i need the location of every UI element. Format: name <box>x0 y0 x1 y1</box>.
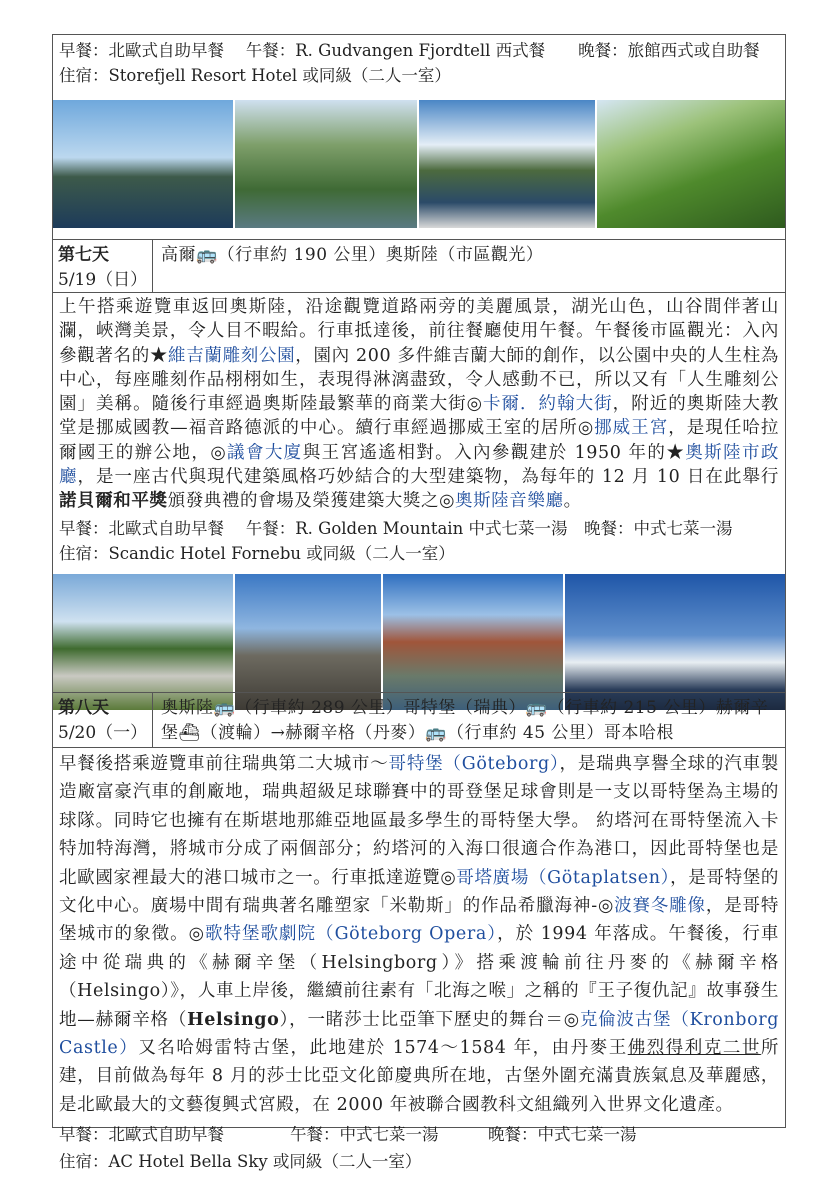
highlight-attraction: 挪威王宮 <box>594 418 669 439</box>
body-text: ），一睹莎士比亞筆下歷史的舞台＝◎ <box>279 1009 580 1030</box>
day8-description <box>53 748 785 1121</box>
photo-ferry-deck <box>419 100 595 228</box>
day6-meals: 早餐：北歐式自助早餐 午餐：R. Gudvangen Fjordtell 西式餐 晚餐：旅館西式或自助餐 <box>59 41 760 60</box>
day7-title: 第七天 <box>58 245 109 265</box>
day8-meals: 早餐：北歐式自助早餐 午餐：中式七菜一湯 晚餐：中式七菜一湯 <box>59 1125 637 1145</box>
day6-photo-strip <box>53 100 785 228</box>
photo-oslo-city-hall <box>383 574 563 710</box>
highlight-attraction: 奧斯陸市政廳 <box>59 442 780 488</box>
highlight-attraction: 卡爾．約翰大街 <box>482 394 613 415</box>
body-text: ，是瑞典享譽全球的汽車製造廠富豪汽車的創廠地，瑞典超級足球聯賽中的哥登堡足球會則是一支以哥特堡為主場的球隊。同時它也擁有在斯堪地那維亞地區最多學生的哥特堡大學。 約塔河在哥特堡流入卡特加特海灣，將城市分成了兩個部分；約塔河的入海口很適合作為港口，因此哥特堡也是北歐國家裡最大的港口城市之一。行車抵達遊覽◎ <box>59 754 779 888</box>
day7-route: 高爾🚌（行車約 190 公里）奧斯陸（市區觀光） <box>161 245 544 265</box>
day6-hotel: 住宿：Storefjell Resort Hotel 或同級（二人一室） <box>59 66 451 85</box>
photo-vigeland-park <box>53 574 233 710</box>
day7-section <box>52 239 786 693</box>
body-text: ，是哥特堡城市的象徵。◎ <box>59 896 780 945</box>
highlight-attraction: 克倫波古堡（Kronborg Castle） <box>59 1009 779 1059</box>
day8-date: 5/20（一） <box>58 723 148 743</box>
highlight-attraction: 波賽冬雕像 <box>614 896 706 917</box>
day8-section <box>52 692 786 1172</box>
day8-header <box>53 693 785 747</box>
body-text: 上午搭乘遊覽車返回奧斯陸，沿途觀覽道路兩旁的美麗風景，湖光山色，山谷間伴著山瀾，峽灣美景，令人目不暇給。行車抵達後，前往餐廳使用午餐。午餐後市區觀光：入內參觀著名的★ <box>59 297 779 366</box>
body-text: 又名哈姆雷特古堡，此地建於 1574～1584 年，由丹麥王 <box>138 1038 628 1059</box>
body-text: ，是現任哈拉爾國王的辦公地，◎ <box>59 418 779 463</box>
highlight-attraction: 哥塔廣場（Götaplatsen） <box>456 867 671 888</box>
day8-label <box>53 693 153 747</box>
body-text: 頒發典禮的會場及榮獲建築大獎之◎ <box>167 491 455 512</box>
body-text: ，園內 200 多件維吉蘭大師的創作，以公園中央的人生柱為中心，每座雕刻作品栩栩如生，表現得淋漓盡致，令人感動不已，所以又有「人生雕刻公園」美稱。隨後行車經過奧斯陸最繁華的商業大街◎ <box>59 345 780 415</box>
day7-description <box>53 293 785 516</box>
day7-hotel: 住宿：Scandic Hotel Fornebu 或同級（二人一室） <box>59 543 455 563</box>
body-text: 與王宮遙遙相對。入內參觀建於 1950 年的★ <box>302 442 686 463</box>
body-text: ，附近的奧斯陸大教堂是挪威國教—福音路德派的中心。續行車經過挪威王室的居所◎ <box>59 394 780 439</box>
day7-photo-strip <box>53 574 785 710</box>
photo-sculptures <box>235 574 381 710</box>
highlight-attraction: 奧斯陸音樂廳 <box>454 491 564 512</box>
day7-date: 5/19（日） <box>58 270 148 290</box>
photo-fjord-bridge <box>53 100 233 228</box>
body-text: ，是哥特堡的文化中心。廣場中間有瑞典著名雕塑家「米勒斯」的作品希臘海神-◎ <box>59 867 780 917</box>
photo-flam-railway <box>597 100 785 228</box>
day8-hotel: 住宿：AC Hotel Bella Sky 或同級（二人一室） <box>59 1152 422 1172</box>
highlight-attraction: 維吉蘭雕刻公園 <box>168 345 296 366</box>
photo-fjord-valley <box>235 100 417 228</box>
body-text: 早餐後搭乘遊覽車前往瑞典第二大城市～ <box>59 754 389 774</box>
body-text: 所建，目前做為每年 8 月的莎士比亞文化節慶典所在地，古堡外圍充滿貴族氣息及華麗感，是北歐最大的文藝復興式宮殿，在 2000 年被聯合國教科文組織列入世界文化遺產。 <box>59 1038 779 1115</box>
highlight-attraction: 議會大廈 <box>227 442 303 463</box>
highlight-attraction: 哥特堡（Göteborg） <box>388 754 560 774</box>
emphasis-text: Helsingo <box>187 1009 280 1030</box>
highlight-attraction: 歌特堡歌劇院（Göteborg Opera） <box>204 924 498 945</box>
day7-meals: 早餐：北歐式自助早餐 午餐：R. Golden Mountain 中式七菜一湯 晚餐：中式七菜一湯 <box>59 518 733 538</box>
body-text: 。 <box>563 491 582 512</box>
emphasis-text: 佛烈得利克二世 <box>627 1038 761 1059</box>
body-text: ，是一座古代與現代建築風格巧妙結合的大型建築物，為每年的 12 月 10 日在此舉行 <box>77 467 779 488</box>
day6-tail-section <box>52 34 786 240</box>
day7-label <box>53 240 153 292</box>
emphasis-text: 諾貝爾和平獎 <box>59 491 168 512</box>
body-text: ，於 1994 年落成。午餐後，行車途中從瑞典的《赫爾辛堡（Helsingborg）》搭乘渡輪前往丹麥的《赫爾辛格（Helsingo）》，人車上岸後，繼續前往素有「北海之喉」之稱的『王子復仇記』故事發生地—赫爾辛格（ <box>59 924 779 1030</box>
day8-title: 第八天 <box>58 698 109 718</box>
day8-route: 奧斯陸🚌（行車約 289 公里）哥特堡（瑞典）🚌（行車約 215 公里）赫爾辛堡⛴（渡輪）→赫爾辛格（丹麥）🚌（行車約 45 公里）哥本哈根 <box>161 698 769 743</box>
day7-header <box>53 240 785 292</box>
photo-oslo-opera-house <box>565 574 785 710</box>
